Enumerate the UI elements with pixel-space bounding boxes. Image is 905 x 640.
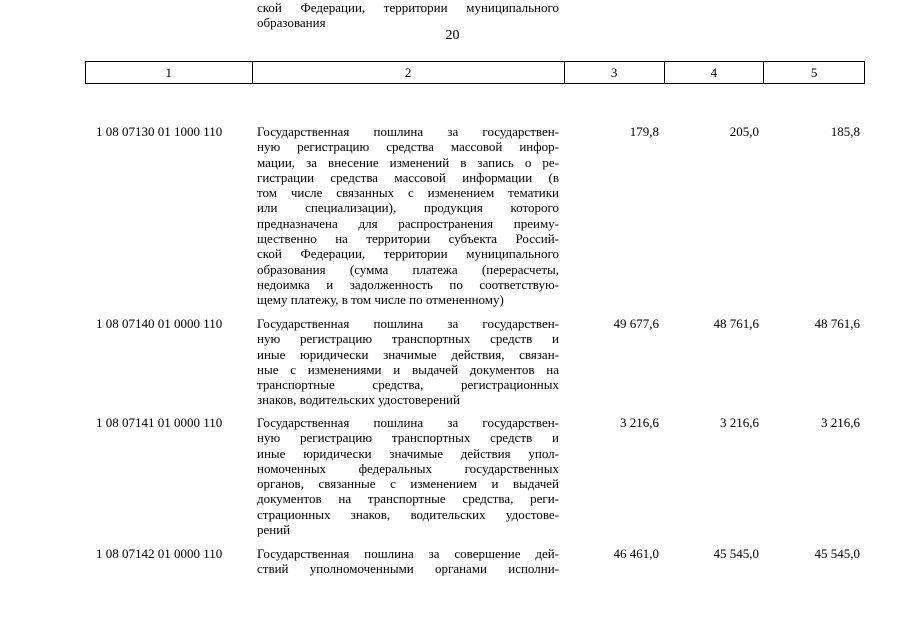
description-line: образования (сумма платежа (перерасчеты,: [257, 261, 559, 277]
description-line: щему платежу, в том числе по отмененному): [257, 292, 504, 308]
description-line: или специализации), продукция которого: [257, 200, 559, 216]
budget-code: 1 08 07142 01 0000 110: [96, 546, 223, 561]
description-line: предназначена для распространения преиму-: [257, 215, 559, 231]
budget-code: 1 08 07141 01 0000 110: [96, 415, 223, 430]
description-line: ствий уполномоченными органами исполни-: [257, 561, 559, 577]
value-col-3: 46 461,0: [613, 546, 659, 561]
value-col-4: 3 216,6: [720, 415, 759, 430]
description-line: ную регистрацию транспортных средств и: [257, 331, 559, 347]
value-col-3: 3 216,6: [620, 415, 659, 430]
value-col-4: 205,0: [729, 124, 759, 139]
description-line: недоимка и задолженность по соответствую-: [257, 276, 559, 292]
header-col-2: 2: [253, 62, 565, 83]
description-line: Государственная пошлина за государствен-: [257, 124, 559, 139]
description-line: органов, связанные с изменением и выдачей: [257, 476, 559, 492]
description-line: ской Федерации, территории муниципального: [257, 246, 559, 262]
header-col-3: 3: [565, 62, 665, 83]
description-line: рений: [257, 522, 291, 538]
description-line: ные с изменениями и выдачей документов на: [257, 361, 559, 377]
row-description: [257, 546, 559, 577]
description-line: документов на транспортные средства, реги-: [257, 491, 559, 507]
value-col-5: 185,8: [830, 124, 860, 139]
header-col-1: 1: [86, 62, 253, 83]
description-line: иные юридически значимые действия упол-: [257, 445, 559, 461]
description-line: щественно на территории субъекта Россий-: [257, 231, 559, 247]
value-col-5: 48 761,6: [814, 316, 860, 331]
header-col-5: 5: [810, 65, 818, 80]
page-number: 20: [445, 28, 460, 43]
description-line: иные юридически значимые действия, связан-: [257, 346, 559, 362]
description-line: ную регистрацию транспортных средств и: [257, 430, 559, 446]
description-line: страционных знаков, водительских удостове-: [257, 506, 559, 522]
header-col-4: 4: [665, 62, 765, 83]
value-col-3: 49 677,6: [613, 316, 659, 331]
value-col-5: 45 545,0: [814, 546, 860, 561]
description-line: Государственная пошлина за государствен-: [257, 415, 559, 430]
row-description: [257, 124, 559, 308]
continued-line: ской Федерации, территории муниципального: [257, 0, 559, 15]
budget-code: 1 08 07130 01 1000 110: [96, 124, 223, 139]
description-line: номоченных федеральных государственных: [257, 460, 559, 476]
description-line: знаков, водительских удостоверений: [257, 392, 460, 408]
continued-line: образования: [257, 15, 326, 31]
continued-description: [257, 0, 559, 31]
value-col-4: 45 545,0: [713, 546, 759, 561]
description-line: гистрации средства массовой информации (в: [257, 169, 559, 185]
description-line: ную регистрацию средства массовой инфор-: [257, 139, 559, 155]
row-description: [257, 415, 559, 537]
value-col-5: 3 216,6: [821, 415, 860, 430]
description-line: том числе связанных с изменением тематики: [257, 185, 559, 201]
description-line: Государственная пошлина за государствен-: [257, 316, 559, 331]
value-col-3: 179,8: [629, 124, 659, 139]
table-header: [85, 61, 865, 84]
budget-code: 1 08 07140 01 0000 110: [96, 316, 223, 331]
description-line: Государственная пошлина за совершение дей-: [257, 546, 559, 561]
description-line: мации, за внесение изменений в запись о ре-: [257, 154, 559, 170]
row-description: [257, 316, 559, 408]
description-line: транспортные средства, регистрационных: [257, 377, 559, 393]
value-col-4: 48 761,6: [713, 316, 759, 331]
